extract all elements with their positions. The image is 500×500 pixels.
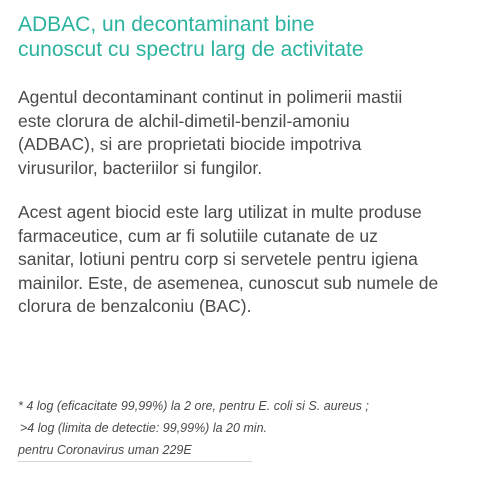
paragraph-line: sanitar, lotiuni pentru corp si servetele pentru igiena	[18, 249, 418, 269]
paragraph-line: Agentul decontaminant continut in polimerii mastii	[18, 87, 403, 107]
footnote-line-1: * 4 log (eficacitate 99,99%) la 2 ore, pentru E. coli si S. aureus ;	[18, 399, 369, 413]
paragraph-biocide-usage	[18, 201, 488, 319]
paragraph-line: clorura de benzalconiu (BAC).	[18, 296, 252, 316]
paragraph-adbac-description	[18, 86, 488, 180]
footnote-line-3: pentru Coronavirus uman 229E	[18, 443, 192, 457]
footnote-divider	[18, 461, 252, 462]
paragraph-line: mainilor. Este, de asemenea, cunoscut sub numele de	[18, 272, 439, 293]
page-title	[18, 12, 488, 60]
paragraph-line: virusurilor, bacteriilor si fungilor.	[18, 157, 263, 178]
paragraph-line: este clorura de alchil-dimetil-benzil-amoniu	[18, 110, 350, 131]
title-line-2: cunoscut cu spectru larg de activitate	[18, 38, 364, 60]
footnote-line-2: >4 log (limita de detectie: 99,99%) la 20 min.	[20, 421, 268, 435]
title-line-1: ADBAC, un decontaminant bine	[18, 13, 315, 36]
paragraph-line: Acest agent biocid este larg utilizat in multe produse	[18, 202, 422, 222]
paragraph-line: farmaceutice, cum ar fi solutiile cutanate de uz	[18, 225, 378, 246]
paragraph-line: (ADBAC), si are proprietati biocide impotriva	[18, 134, 362, 154]
